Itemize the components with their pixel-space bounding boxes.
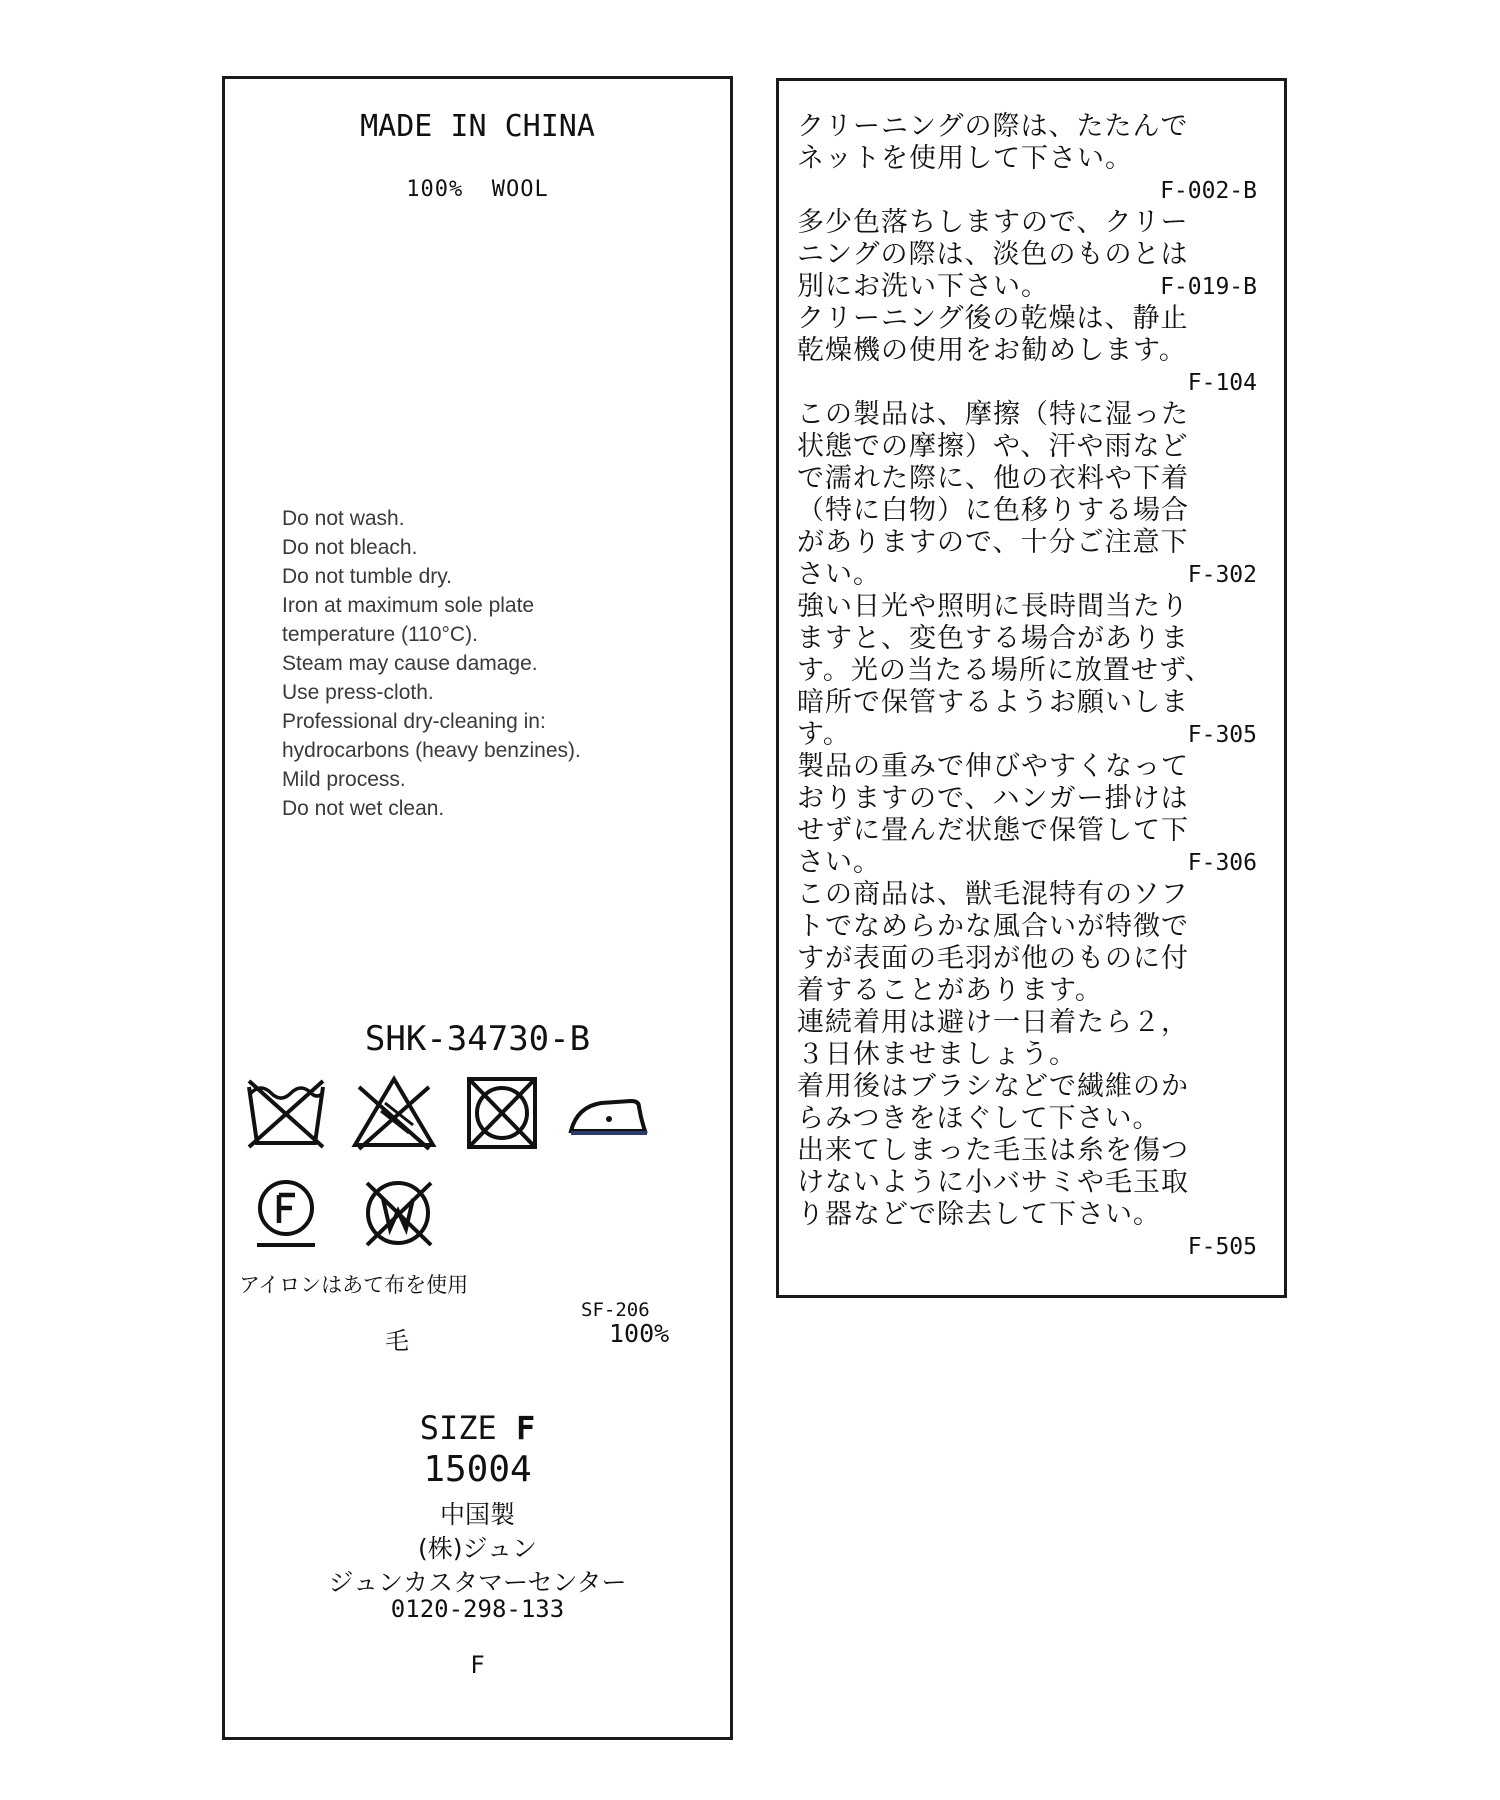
care-note-line: 出来てしまった毛玉は糸を傷つ xyxy=(797,1135,1189,1166)
no-wash-icon xyxy=(243,1073,329,1153)
care-note-code: F-306 xyxy=(1187,850,1257,876)
care-note-line xyxy=(797,271,1257,303)
company-name: (株)ジュン xyxy=(417,1534,537,1563)
care-note-line: この製品は、摩擦（特に湿った xyxy=(797,399,1189,430)
care-note-line: クリーニングの際は、たたんで xyxy=(797,111,1189,142)
care-note-line: す。光の当たる場所に放置せず、 xyxy=(797,655,1213,686)
style-code: SHK-34730-B xyxy=(364,1019,591,1059)
care-note xyxy=(797,111,1257,207)
care-instruction-line: Iron at maximum sole plate xyxy=(282,594,535,617)
care-note-code: F-104 xyxy=(1187,370,1257,396)
care-note-line: 暗所で保管するようお願いしま xyxy=(797,687,1189,718)
care-note-line: せずに畳んだ状態で保管して下 xyxy=(797,815,1189,846)
no-bleach-icon xyxy=(351,1073,437,1153)
customer-center-name: ジュンカスタマーセンター xyxy=(328,1568,627,1597)
care-note-line: で濡れた際に、他の衣料や下着 xyxy=(797,463,1189,494)
iron-low-icon xyxy=(567,1073,653,1153)
origin-en: MADE IN CHINA xyxy=(360,109,595,144)
care-note-text: 別にお洗い下さい。 xyxy=(797,271,1049,302)
care-note-line xyxy=(797,719,1257,751)
care-instruction-line: Do not bleach. xyxy=(282,536,418,559)
size-line xyxy=(225,1409,730,1447)
fiber-jp-percent: 100% xyxy=(609,1319,670,1348)
care-note-line: 連続着用は避け一日着たら２， xyxy=(797,1007,1189,1038)
care-instruction-line: Do not tumble dry. xyxy=(282,565,453,588)
care-note-line: り器などで除去して下さい。 xyxy=(797,1199,1161,1230)
care-symbols-row-1 xyxy=(243,1073,713,1153)
care-instruction-line: Professional dry-cleaning in: xyxy=(282,710,546,733)
care-note-line xyxy=(797,559,1257,591)
care-instruction-line: Steam may cause damage. xyxy=(282,652,538,675)
made-in-jp: 中国製 xyxy=(439,1500,515,1529)
care-note-line: ニングの際は、淡色のものとは xyxy=(797,239,1189,270)
size-value: F xyxy=(516,1409,536,1447)
care-note-line: 乾燥機の使用をお勧めします。 xyxy=(797,335,1187,366)
care-note-line: おりますので、ハンガー掛けは xyxy=(797,783,1189,814)
care-note xyxy=(797,751,1257,879)
dry-clean-f-mild-icon xyxy=(243,1175,329,1255)
care-note-line: がありますので、十分ご注意下 xyxy=(797,527,1189,558)
care-note-line: クリーニング後の乾燥は、静止 xyxy=(797,303,1189,334)
care-instruction-line: temperature (110°C). xyxy=(282,623,478,646)
care-note-code: F-305 xyxy=(1187,722,1257,748)
care-note-code: F-019-B xyxy=(1160,274,1257,300)
care-note-line: この商品は、獣毛混特有のソフ xyxy=(797,879,1189,910)
care-note xyxy=(797,303,1257,399)
care-label-right xyxy=(776,78,1287,1298)
size-label: SIZE xyxy=(419,1409,497,1447)
no-tumble-dry-icon xyxy=(459,1073,545,1153)
care-instruction-line: Do not wet clean. xyxy=(282,797,445,820)
size-bottom: F xyxy=(470,1651,485,1679)
care-note-text: す。 xyxy=(797,719,851,750)
care-instructions-en xyxy=(282,504,581,823)
care-note-line: けないように小バサミや毛玉取 xyxy=(797,1167,1189,1198)
iron-note-jp: アイロンはあて布を使用 xyxy=(239,1273,469,1297)
care-note-line: ネットを使用して下さい。 xyxy=(797,143,1133,174)
care-note-line: 着用後はブラシなどで繊維のか xyxy=(797,1071,1189,1102)
care-instruction-line: Do not wash. xyxy=(282,507,405,530)
care-note-line: 着することがあります。 xyxy=(797,975,1103,1006)
fiber-composition-en: 100% WOOL xyxy=(406,177,549,202)
care-note-line: らみつきをほぐして下さい。 xyxy=(797,1103,1161,1134)
care-note-code: F-002-B xyxy=(1160,178,1257,204)
care-note-line: 製品の重みで伸びやすくなって xyxy=(797,751,1189,782)
sf-code: SF-206 xyxy=(581,1299,650,1321)
care-note-line: ３日休ませましょう。 xyxy=(797,1039,1077,1070)
care-note-line: トでなめらかな風合いが特徴で xyxy=(797,911,1189,942)
care-note-line: 状態での摩擦）や、汗や雨など xyxy=(797,431,1189,462)
care-instruction-line: Use press-cloth. xyxy=(282,681,434,704)
care-notes-jp xyxy=(797,111,1257,1263)
care-note-line xyxy=(797,847,1257,879)
care-note xyxy=(797,591,1257,751)
care-note-line: 多少色落ちしますので、クリー xyxy=(797,207,1189,238)
care-instruction-line: Mild process. xyxy=(282,768,406,791)
phone-number: 0120-298-133 xyxy=(390,1595,565,1623)
no-wet-clean-icon xyxy=(355,1175,441,1255)
care-note xyxy=(797,207,1257,303)
care-label-left xyxy=(222,76,733,1740)
care-note xyxy=(797,399,1257,591)
care-note-line: ますと、変色する場合がありま xyxy=(797,623,1189,654)
care-note-code: F-302 xyxy=(1187,562,1257,588)
care-note-text: さい。 xyxy=(797,847,881,878)
lot-number: 15004 xyxy=(423,1449,532,1490)
care-note-line: 強い日光や照明に長時間当たり xyxy=(797,591,1189,622)
care-note-line: （特に白物）に色移りする場合 xyxy=(797,495,1189,526)
care-note xyxy=(797,879,1257,1263)
fiber-jp: 毛 xyxy=(385,1327,409,1355)
care-note-text: さい。 xyxy=(797,559,881,590)
care-note-code: F-505 xyxy=(1187,1234,1257,1260)
care-note-line: すが表面の毛羽が他のものに付 xyxy=(797,943,1189,974)
care-symbols-row-2 xyxy=(243,1175,713,1255)
care-instruction-line: hydrocarbons (heavy benzines). xyxy=(282,739,581,762)
